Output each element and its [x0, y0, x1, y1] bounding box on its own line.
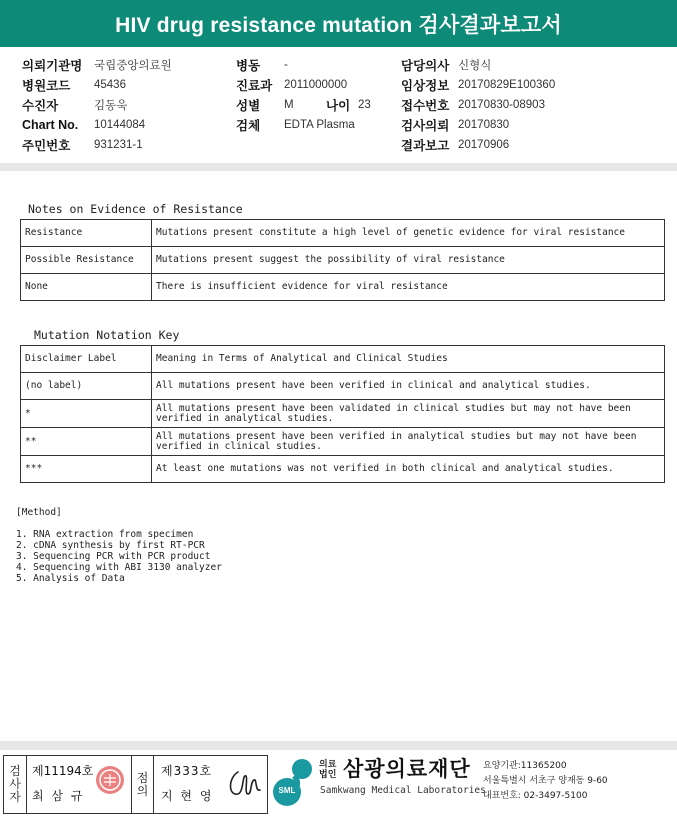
- method-step: 2. cDNA synthesis by first RT-PCR: [16, 540, 205, 551]
- header-row: [401, 75, 555, 95]
- header-value: 45436: [94, 79, 126, 91]
- header-value: 20170906: [458, 139, 510, 151]
- header-value: 10144084: [94, 119, 146, 131]
- method-step: 5. Analysis of Data: [16, 573, 125, 584]
- header-label: 검체: [236, 119, 261, 133]
- method-step: 3. Sequencing PCR with PCR product: [16, 551, 211, 562]
- header-row: [236, 75, 371, 95]
- table-row: [21, 373, 665, 400]
- inspector-name: 최 삼 규: [32, 789, 85, 803]
- org-name: 삼광의료재단: [343, 757, 471, 781]
- sml-logo: [272, 756, 318, 808]
- header-label: 담당의사: [401, 59, 450, 73]
- table-cell: All mutations present have been verified in clinical and analytical studies.: [152, 373, 665, 400]
- table-row: [21, 456, 665, 483]
- header-value: 국립중앙의료원: [94, 60, 172, 72]
- header-label: 주민번호: [22, 139, 71, 153]
- signature-footer: [0, 752, 677, 820]
- header-label: 의뢰기관명: [22, 59, 83, 73]
- header-label: 진료과: [236, 79, 273, 93]
- header-row: [22, 75, 172, 95]
- inspector-license: 제11194호: [32, 764, 94, 778]
- table-row: [21, 274, 665, 301]
- header-row: [22, 115, 172, 135]
- header-row: [236, 55, 371, 75]
- inspector-label: 검사자: [9, 764, 21, 804]
- table-cell: ***: [21, 456, 152, 483]
- table-cell: All mutations present have been verified in analytical studies but may not have been verified in clinical studies.: [152, 428, 665, 456]
- header-label: 수진자: [22, 99, 59, 113]
- method-heading: [Method]: [16, 507, 62, 518]
- header-value: 931231-1: [94, 139, 143, 151]
- signature-mark: [224, 764, 266, 804]
- section-divider: [0, 163, 677, 171]
- header-label: 검사의뢰: [401, 119, 450, 133]
- header-label: 성별: [236, 99, 261, 113]
- table-cell: *: [21, 400, 152, 428]
- header-row: [22, 95, 172, 115]
- table-cell: (no label): [21, 373, 152, 400]
- reviewer-license: 제333호: [161, 764, 213, 778]
- method-list: [16, 529, 222, 584]
- table-cell: At least one mutations was not verified in both clinical and analytical studies.: [152, 456, 665, 483]
- header-col-visit: [236, 55, 371, 135]
- header-row: [22, 135, 172, 155]
- org-phone: 대표번호: 02-3497-5100: [483, 791, 588, 801]
- table-cell: **: [21, 428, 152, 456]
- age-value: 23: [358, 99, 371, 111]
- evidence-heading: Notes on Evidence of Resistance: [28, 202, 243, 216]
- org-address: 서울특별시 서초구 양재동 9-60: [483, 776, 608, 786]
- table-cell: Mutations present constitute a high level of genetic evidence for viral resistance: [152, 220, 665, 247]
- notation-heading: Mutation Notation Key: [34, 328, 180, 342]
- header-row: [22, 55, 172, 75]
- header-label: 임상정보: [401, 79, 450, 93]
- header-value: -: [284, 59, 288, 71]
- table-cell: Disclaimer Label: [21, 346, 152, 373]
- header-label: 병원코드: [22, 79, 71, 93]
- header-value: 김동욱: [94, 100, 128, 112]
- table-cell: None: [21, 274, 152, 301]
- org-name-en: Samkwang Medical Laboratories: [320, 785, 486, 796]
- table-row: [21, 346, 665, 373]
- notation-table: [20, 345, 665, 483]
- table-cell: Meaning in Terms of Analytical and Clinical Studies: [152, 346, 665, 373]
- age-label: 나이: [326, 99, 351, 113]
- header-label: Chart No.: [22, 118, 79, 132]
- evidence-table: [20, 219, 665, 301]
- header-value: 2011000000: [284, 79, 348, 91]
- table-row: [21, 247, 665, 274]
- header-value: 20170830: [458, 119, 510, 131]
- section-divider: [0, 741, 677, 750]
- header-label: 병동: [236, 59, 261, 73]
- header-row: [236, 115, 371, 135]
- table-cell: Mutations present suggest the possibility of viral resistance: [152, 247, 665, 274]
- report-title: HIV drug resistance mutation 검사결과보고서: [0, 0, 677, 47]
- header-col-report: [401, 55, 555, 155]
- official-seal: [94, 764, 126, 796]
- table-cell: Possible Resistance: [21, 247, 152, 274]
- header-value: EDTA Plasma: [284, 119, 355, 131]
- table-row: [21, 220, 665, 247]
- header-label: 결과보고: [401, 139, 450, 153]
- table-row: [21, 428, 665, 456]
- header-row: [401, 115, 555, 135]
- header-row: [401, 55, 555, 75]
- header-col-patient: [22, 55, 172, 155]
- org-prefix: 의료 법인: [319, 760, 337, 780]
- table-cell: There is insufficient evidence for viral resistance: [152, 274, 665, 301]
- table-cell: Resistance: [21, 220, 152, 247]
- header-row: [236, 95, 371, 115]
- header-value: 신형식: [458, 60, 492, 72]
- header-value: 20170830-08903: [458, 99, 545, 111]
- table-row: [21, 400, 665, 428]
- reviewer-label: 점의: [136, 770, 149, 798]
- header-row: [401, 135, 555, 155]
- table-cell: All mutations present have been validated in clinical studies but may not have been verified in analytical studies.: [152, 400, 665, 428]
- method-step: 1. RNA extraction from specimen: [16, 529, 194, 540]
- header-value: M: [284, 99, 294, 111]
- sml-logo-text: SML: [278, 786, 296, 795]
- method-step: 4. Sequencing with ABI 3130 analyzer: [16, 562, 222, 573]
- header-row: [401, 95, 555, 115]
- header-value: 20170829E100360: [458, 79, 556, 91]
- org-code: 요양기관:11365200: [483, 761, 567, 771]
- reviewer-name: 지 현 영: [161, 789, 214, 803]
- header-label: 접수번호: [401, 99, 450, 113]
